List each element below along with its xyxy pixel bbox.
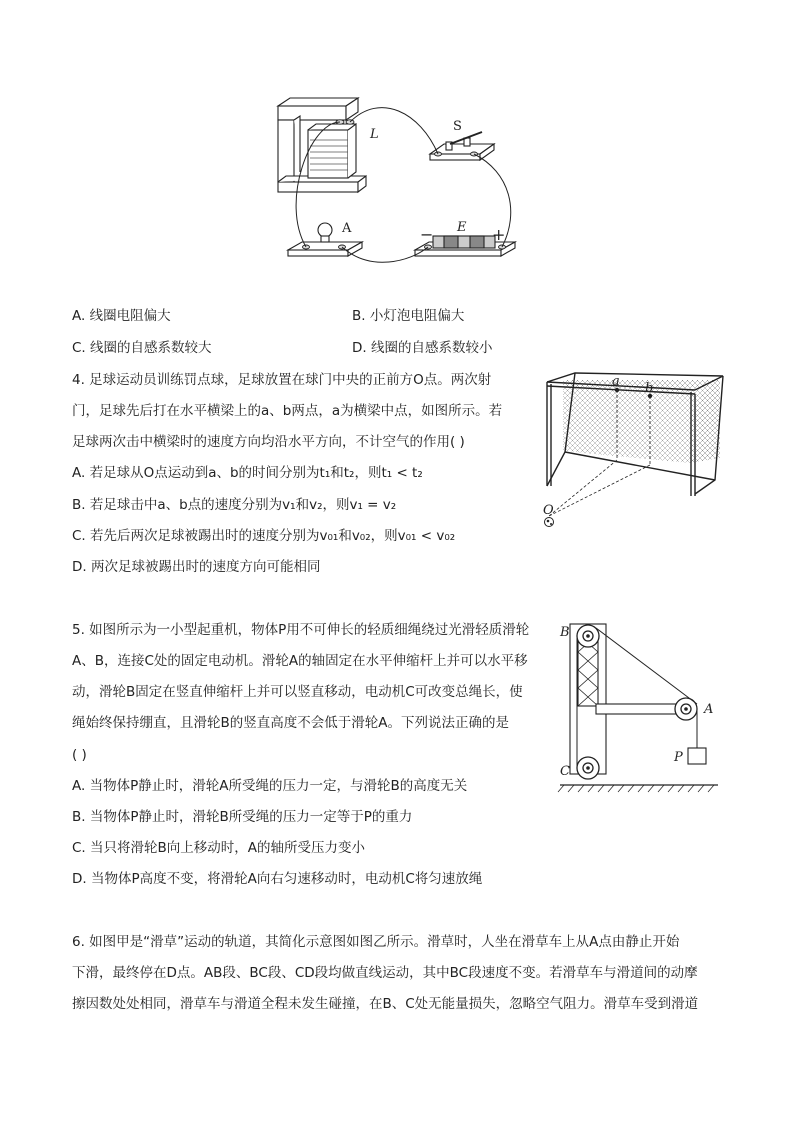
battery-label: E	[457, 220, 467, 235]
lamp-label: A	[342, 221, 352, 236]
soccer-goal-figure	[545, 368, 725, 538]
q4-stem-line-1: 4. 足球运动员训练罚点球，足球放置在球门中央的正前方O点。两次射	[72, 372, 492, 388]
q5-stem-line-3: 动，滑轮B固定在竖直伸缩杆上并可以竖直移动，电动机C可改变总绳长，使	[72, 684, 523, 700]
q4-stem-line-2: 门，足球先后打在水平横梁上的a、b两点，a为横梁中点，如图所示。若	[72, 403, 503, 419]
point-a-label: a	[612, 374, 620, 389]
q5-stem-line-4: 绳始终保持绷直，且滑轮B的竖直高度不会低于滑轮A。下列说法正确的是	[72, 715, 509, 731]
q4-option-b: B. 若足球击中a、b点的速度分别为v₁和v₂，则v₁ = v₂	[72, 497, 397, 513]
positive-terminal-label: +	[492, 225, 506, 244]
q5-stem-line-2: A、B，连接C处的固定电动机。滑轮A的轴固定在水平伸缩杆上并可以水平移	[72, 653, 528, 669]
q3-option-c: C. 线圈的自感系数较大	[72, 340, 212, 356]
inductor-label: L	[370, 127, 379, 142]
circuit-figure	[270, 92, 520, 267]
q5-option-c: C. 当只将滑轮B向上移动时，A的轴所受压力变小	[72, 840, 366, 856]
q5-option-d: D. 当物体P高度不变，将滑轮A向右匀速移动时，电动机C将匀速放绳	[72, 871, 483, 887]
q3-option-a: A. 线圈电阻偏大	[72, 308, 171, 324]
q4-option-c: C. 若先后两次足球被踢出时的速度分别为v₀₁和v₀₂，则v₀₁ < v₀₂	[72, 528, 456, 544]
q6-stem-line-1: 6. 如图甲是“滑草”运动的轨道，其简化示意图如图乙所示。滑草时，人坐在滑草车上从A点由静止开始	[72, 934, 680, 950]
q4-option-a: A. 若足球从O点运动到a、b的时间分别为t₁和t₂，则t₁ < t₂	[72, 465, 423, 481]
point-o-label: O	[543, 503, 554, 518]
q5-option-a: A. 当物体P静止时，滑轮A所受绳的压力一定，与滑轮B的高度无关	[72, 778, 468, 794]
pulley-a-label: A	[704, 702, 714, 717]
q3-option-d: D. 线圈的自感系数较小	[352, 340, 493, 356]
q3-option-b: B. 小灯泡电阻偏大	[352, 308, 465, 324]
pulley-b-label: B	[560, 625, 570, 640]
q4-option-d: D. 两次足球被踢出时的速度方向可能相同	[72, 559, 321, 575]
negative-terminal-label: −	[420, 225, 434, 244]
q5-stem-line-5: ( )	[72, 747, 87, 763]
q4-stem-line-3: 足球两次击中横梁时的速度方向均沿水平方向，不计空气的作用( )	[72, 434, 465, 450]
q6-stem-line-2: 下滑，最终停在D点。AB段、BC段、CD段均做直线运动，其中BC段速度不变。若滑草车与滑道间的动摩	[72, 965, 698, 981]
mass-p-label: P	[674, 750, 683, 765]
point-b-label: b	[645, 381, 654, 396]
q5-stem-line-1: 5. 如图所示为一小型起重机，物体P用不可伸长的轻质细绳绕过光滑轻质滑轮	[72, 622, 530, 638]
crane-figure	[556, 618, 721, 798]
q5-option-b: B. 当物体P静止时，滑轮B所受绳的压力一定等于P的重力	[72, 809, 413, 825]
q6-stem-line-3: 擦因数处处相同，滑草车与滑道全程未发生碰撞，在B、C处无能量损失，忽略空气阻力。滑草车受到滑道	[72, 996, 699, 1012]
motor-c-label: C	[560, 764, 570, 779]
switch-label: S	[453, 119, 462, 134]
